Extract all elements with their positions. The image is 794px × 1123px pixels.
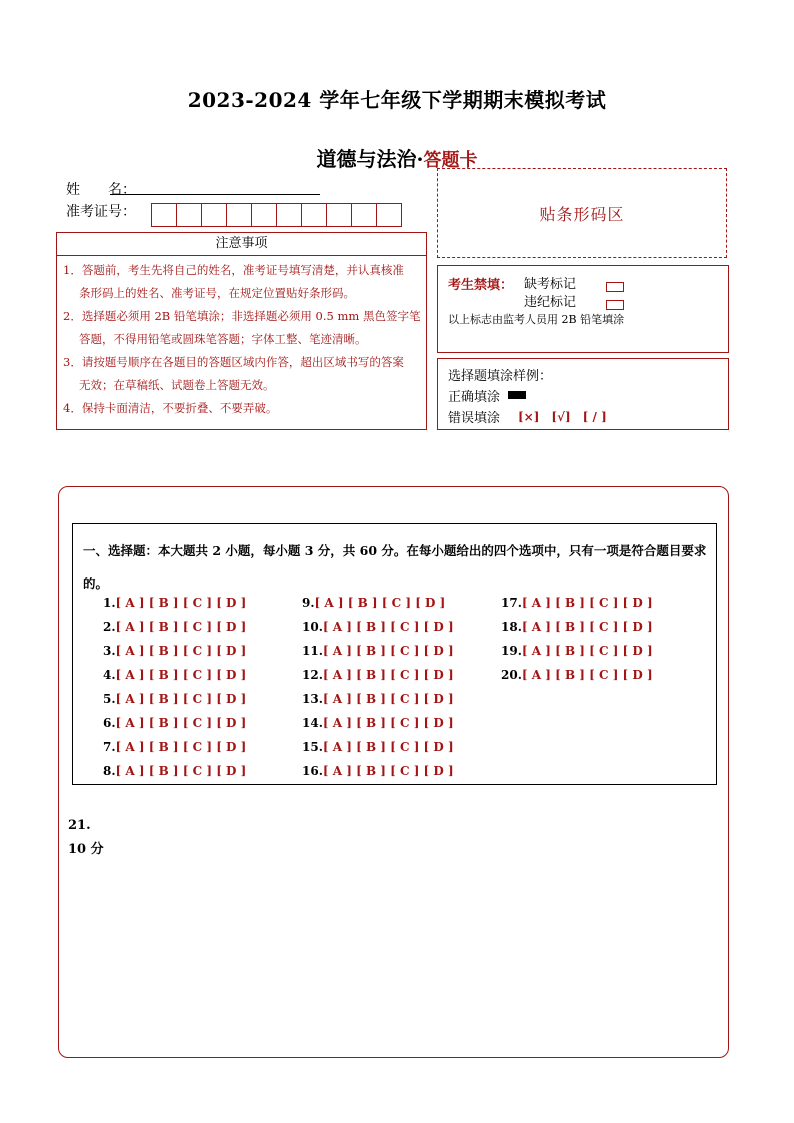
forbid-label: 考生禁填： (448, 278, 514, 293)
notice-item (63, 397, 277, 420)
answer-options[interactable]: [ A ] [ B ] [ C ] [ D ] (322, 764, 454, 778)
answer-options[interactable]: [ A ] [ B ] [ C ] [ D ] (521, 644, 653, 658)
answer-options[interactable]: [ A ] [ B ] [ C ] [ D ] (322, 644, 454, 658)
q21-answer-area[interactable] (64, 860, 724, 1050)
question-number: 8. (103, 764, 116, 778)
question-number: 7. (103, 740, 116, 754)
question-number: 9. (302, 596, 315, 610)
notice-line: 无效；在草稿纸、试题卷上答题无效。 (79, 378, 275, 392)
exam-id-digit-box[interactable] (301, 203, 327, 227)
exam-id-digit-box[interactable] (276, 203, 302, 227)
choice-question-18 (501, 620, 653, 634)
choice-question-14 (302, 716, 454, 730)
answer-options[interactable]: [ A ] [ B ] [ C ] [ D ] (115, 692, 247, 706)
forbid-note: 以上标志由监考人员用 2B 铅笔填涂 (448, 313, 625, 326)
question-number: 10. (302, 620, 323, 634)
section-intro: 一、选择题：本大题共 2 小题，每小题 3 分，共 60 分。在每小题给出的四个选项中，只有一项是符合题目要求的。 (83, 543, 707, 591)
answer-options[interactable]: [ A ] [ B ] [ C ] [ D ] (322, 668, 454, 682)
exam-id-digit-box[interactable] (351, 203, 377, 227)
choice-question-3 (103, 644, 246, 658)
choice-question-17 (501, 596, 653, 610)
notice-line: 条形码上的姓名、准考证号，在规定位置贴好条形码。 (79, 286, 355, 300)
absent-mark-box[interactable] (606, 282, 624, 292)
wrong-fill-label: 错误填涂 (448, 411, 501, 426)
q21-number: 21. (68, 818, 91, 833)
question-number: 11. (302, 644, 323, 658)
answer-options[interactable]: [ A ] [ B ] [ C ] [ D ] (322, 620, 454, 634)
answer-options[interactable]: [ A ] [ B ] [ C ] [ D ] (115, 716, 247, 730)
answer-options[interactable]: [ A ] [ B ] [ C ] [ D ] (314, 596, 446, 610)
choice-question-7 (103, 740, 246, 754)
violation-mark-label: 违纪标记 (524, 295, 577, 310)
subject-name: 道德与法治· (316, 147, 424, 171)
notice-line: 2．选择题必须用 2B 铅笔填涂；非选择题必须用 0.5 mm 黑色签字笔 (63, 309, 421, 323)
choice-question-13 (302, 692, 454, 706)
choice-question-4 (103, 668, 246, 682)
question-number: 18. (501, 620, 522, 634)
choice-question-9 (302, 596, 445, 610)
exam-id-digit-box[interactable] (326, 203, 352, 227)
question-number: 4. (103, 668, 116, 682)
notice-box (56, 232, 427, 430)
question-number: 5. (103, 692, 116, 706)
absent-mark-label: 缺考标记 (524, 277, 577, 292)
proctor-only-box (437, 265, 729, 353)
answer-options[interactable]: [ A ] [ B ] [ C ] [ D ] (115, 644, 247, 658)
wrong-fill-marks: [×] [√] [ / ] (518, 410, 607, 424)
choice-question-20 (501, 668, 653, 682)
choice-question-1 (103, 596, 246, 610)
exam-id-digit-box[interactable] (251, 203, 277, 227)
question-number: 2. (103, 620, 116, 634)
choice-question-6 (103, 716, 246, 730)
fill-sample-box (437, 358, 729, 430)
question-number: 12. (302, 668, 323, 682)
question-number: 19. (501, 644, 522, 658)
name-field[interactable] (110, 194, 320, 195)
question-number: 20. (501, 668, 522, 682)
choice-question-10 (302, 620, 454, 634)
answer-options[interactable]: [ A ] [ B ] [ C ] [ D ] (521, 620, 653, 634)
notice-line: 1．答题前，考生先将自己的姓名，准考证号填写清楚，并认真核准 (63, 263, 404, 277)
choice-question-19 (501, 644, 653, 658)
sample-title: 选择题填涂样例： (448, 369, 553, 384)
answer-card-label: 答题卡 (423, 150, 478, 171)
answer-options[interactable]: [ A ] [ B ] [ C ] [ D ] (322, 740, 454, 754)
exam-id-digit-box[interactable] (226, 203, 252, 227)
exam-id-digit-box[interactable] (201, 203, 227, 227)
answer-options[interactable]: [ A ] [ B ] [ C ] [ D ] (115, 668, 247, 682)
exam-id-digit-box[interactable] (176, 203, 202, 227)
answer-options[interactable]: [ A ] [ B ] [ C ] [ D ] (521, 596, 653, 610)
correct-fill-mark (508, 391, 526, 399)
exam-id-boxes[interactable] (151, 203, 401, 227)
question-number: 17. (501, 596, 522, 610)
correct-fill-label: 正确填涂 (448, 390, 501, 405)
choice-question-8 (103, 764, 246, 778)
question-number: 15. (302, 740, 323, 754)
choice-question-5 (103, 692, 246, 706)
choice-question-12 (302, 668, 454, 682)
answer-options[interactable]: [ A ] [ B ] [ C ] [ D ] (115, 596, 247, 610)
question-number: 14. (302, 716, 323, 730)
multiple-choice-section (72, 523, 717, 785)
q21-points: 10 分 (68, 842, 104, 857)
barcode-area (437, 168, 727, 258)
question-number: 16. (302, 764, 323, 778)
answer-options[interactable]: [ A ] [ B ] [ C ] [ D ] (115, 764, 247, 778)
answer-options[interactable]: [ A ] [ B ] [ C ] [ D ] (115, 620, 247, 634)
exam-id-digit-box[interactable] (376, 203, 402, 227)
barcode-label: 贴条形码区 (539, 204, 625, 224)
question-number: 13. (302, 692, 323, 706)
choice-question-2 (103, 620, 246, 634)
choice-question-11 (302, 644, 454, 658)
violation-mark-box[interactable] (606, 300, 624, 310)
notice-item (63, 305, 420, 351)
choice-question-16 (302, 764, 454, 778)
answer-options[interactable]: [ A ] [ B ] [ C ] [ D ] (115, 740, 247, 754)
notice-heading: 注意事项 (57, 233, 426, 256)
question-number: 3. (103, 644, 116, 658)
question-number: 6. (103, 716, 116, 730)
exam-id-label: 准考证号： (66, 204, 136, 220)
name-label: 姓 名： (66, 182, 136, 198)
answer-options[interactable]: [ A ] [ B ] [ C ] [ D ] (322, 692, 454, 706)
notice-item (63, 259, 404, 305)
exam-id-digit-box[interactable] (151, 203, 177, 227)
notice-line: 4．保持卡面清洁，不要折叠、不要弄破。 (63, 401, 278, 415)
answer-options[interactable]: [ A ] [ B ] [ C ] [ D ] (322, 716, 454, 730)
question-number: 1. (103, 596, 116, 610)
choice-question-15 (302, 740, 454, 754)
notice-item (63, 351, 404, 397)
answer-options[interactable]: [ A ] [ B ] [ C ] [ D ] (521, 668, 653, 682)
notice-line: 答题，不得用铅笔或圆珠笔答题；字体工整、笔迹清晰。 (79, 332, 367, 346)
page-title: 2023-2024 学年七年级下学期期末模拟考试 (187, 88, 607, 112)
notice-line: 3．请按题号顺序在各题目的答题区域内作答，超出区域书写的答案 (63, 355, 404, 369)
